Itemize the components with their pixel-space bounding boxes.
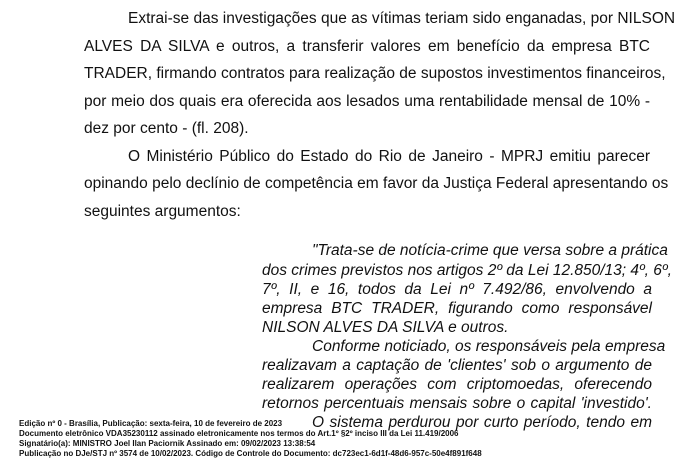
text-line: Extrai-se das investigações que as vítimas teriam sido enganadas, por NILSON <box>128 10 676 27</box>
footer-publication: Publicação no DJe/STJ nº 3574 de 10/02/2023. Código de Controle do Documento: dc723ec1-6d1f-48d6-957c-50e4f891f648 <box>19 449 482 458</box>
quote-line: Conforme noticiado, os responsáveis pela empresa <box>312 338 666 355</box>
text-line: ALVES DA SILVA e outros, a transferir valores em benefício da empresa BTC <box>84 38 650 55</box>
footer-document: Documento eletrônico VDA35230112 assinado eletronicamente nos termos do Art.1º §2º inciso III da Lei 11.419/2006 <box>19 429 459 438</box>
text-line: por meio dos quais era oferecida aos lesados uma rentabilidade mensal de 10% - <box>84 93 650 110</box>
text-line: TRADER, firmando contratos para realização de supostos investimentos financeiros, <box>84 65 666 82</box>
footer-edition: Edição nº 0 - Brasília, Publicação: sexta-feira, 10 de fevereiro de 2023 <box>19 419 283 428</box>
quote-line: O sistema perdurou por curto período, tendo em <box>312 414 652 431</box>
quote-line: dos crimes previstos nos artigos 2º da Lei 12.850/13; 4º, 6º, <box>262 262 672 279</box>
quote-line: realizarem operações com criptomoedas, oferecendo <box>262 376 652 393</box>
quote-line: realizavam a captação de 'clientes' sob o argumento de <box>262 357 652 374</box>
quote-line: retornos percentuais mensais sobre o capital 'investido'. <box>262 395 652 412</box>
text-line: dez por cento - (fl. 208). <box>84 120 249 137</box>
quote-line: "Trata-se de notícia-crime que versa sobre a prática <box>312 242 668 259</box>
footer-signatory: Signatário(a): MINISTRO Joel Ilan Paciornik Assinado em: 09/02/2023 13:38:54 <box>19 439 316 448</box>
text-line: O Ministério Público do Estado do Rio de Janeiro - MPRJ emitiu parecer <box>128 148 650 165</box>
quote-line: empresa BTC TRADER, figurando como responsável <box>262 300 652 317</box>
text-line: opinando pelo declínio de competência em favor da Justiça Federal apresentando os <box>84 175 669 192</box>
quote-line: NILSON ALVES DA SILVA e outros. <box>262 319 509 336</box>
text-line: seguintes argumentos: <box>84 203 241 220</box>
quote-line: 7º, II, e 16, todos da Lei nº 7.492/86, envolvendo a <box>262 281 652 298</box>
